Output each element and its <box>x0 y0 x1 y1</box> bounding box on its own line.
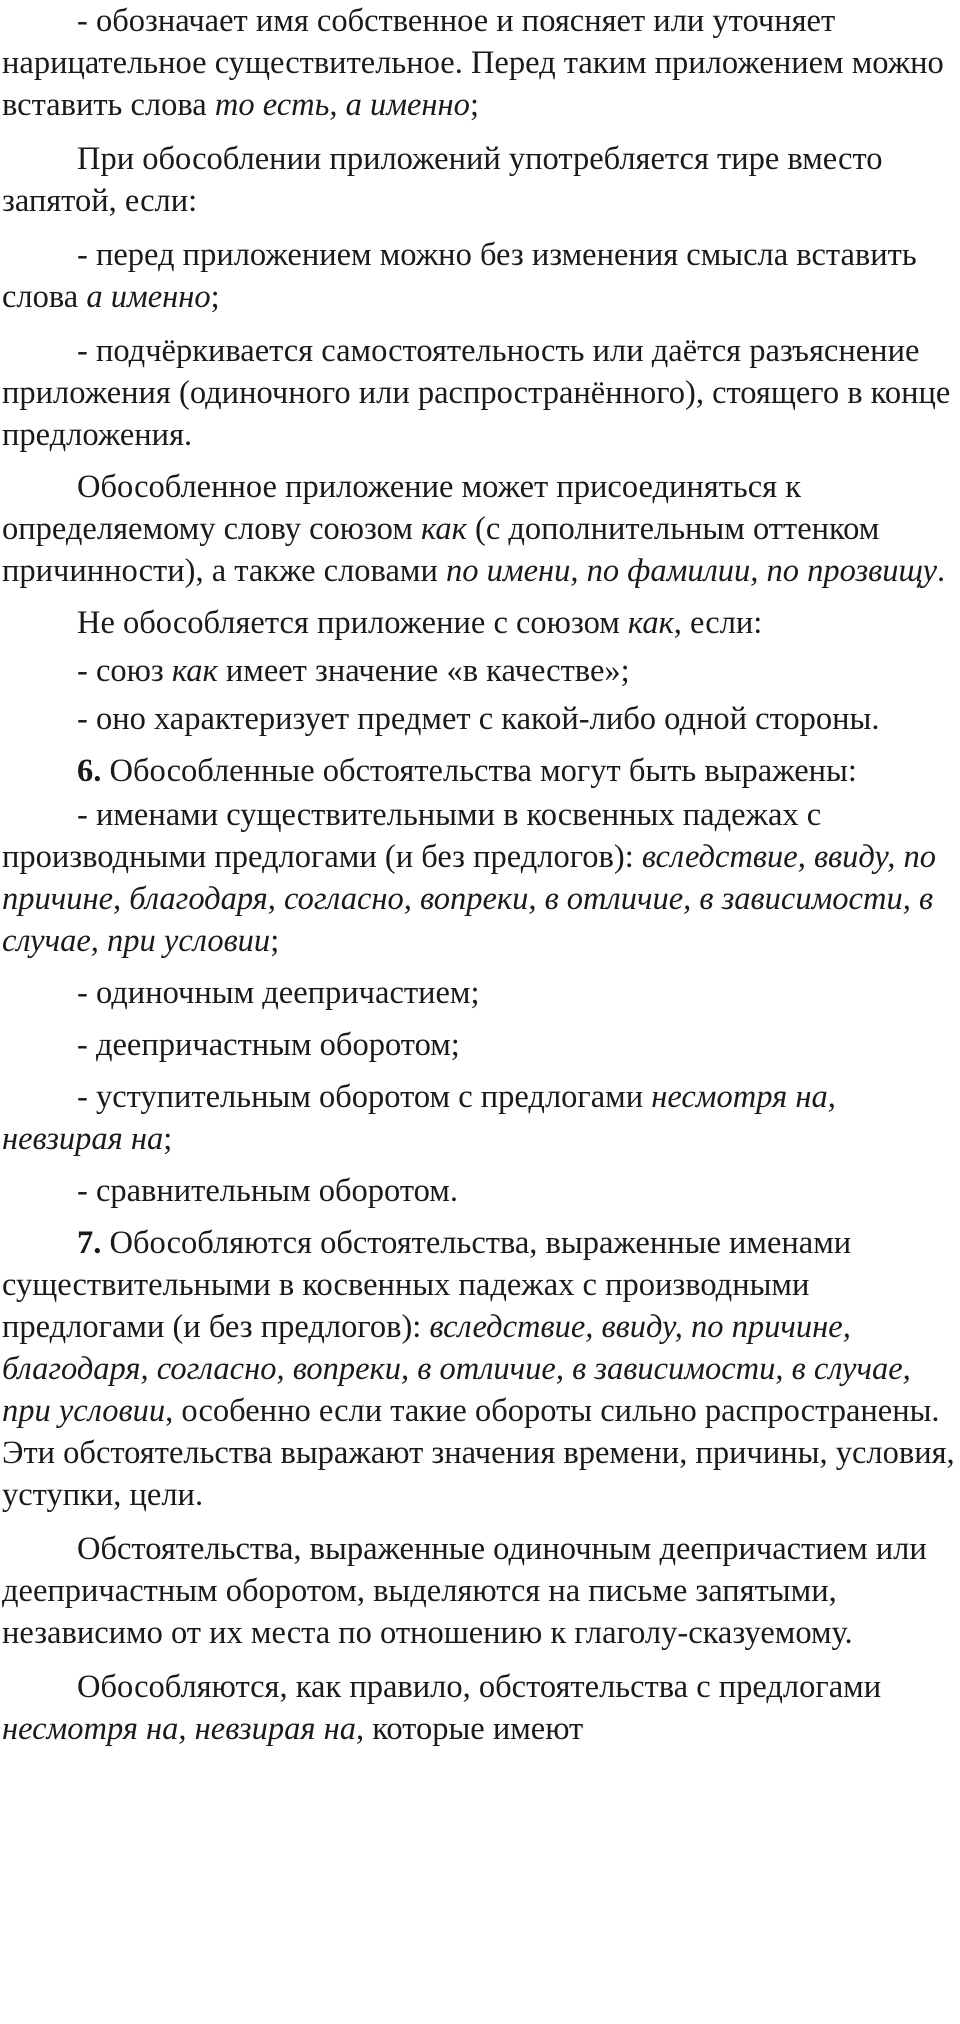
italic-term: как <box>171 653 218 689</box>
text-run: - деепричастным оборотом; <box>77 1027 460 1063</box>
section-number: 7. <box>77 1225 102 1261</box>
text-run: ; <box>163 1121 173 1157</box>
paragraph-p2 <box>2 138 958 222</box>
text-run: Обособляются, как правило, обстоятельства с предлогами <box>77 1669 882 1705</box>
text-run: Обособленное приложение может присоединяться к определяемому слову союзом <box>2 469 802 547</box>
text-run: , особенно если такие обороты сильно распространены. Эти обстоятельства выражают значения времени, причины, условия, уступки, цели. <box>2 1393 955 1513</box>
paragraph-p12 <box>2 1024 958 1066</box>
paragraph-p4 <box>2 330 958 456</box>
paragraph-p13 <box>2 1076 958 1160</box>
paragraph-p7 <box>2 650 958 692</box>
text-run: - союз <box>77 653 172 689</box>
text-run: имеет значение «в качестве»; <box>217 653 630 689</box>
italic-term: несмотря на, невзирая на <box>2 1711 356 1747</box>
section-number: 6. <box>77 753 102 789</box>
text-run: ; <box>270 923 280 959</box>
text-run: . <box>937 553 946 589</box>
text-run: Обособляются обстоятельства, выраженные именами существительными в косвенных падежах с производными предлогами (и без предлогов): <box>2 1225 852 1345</box>
paragraph-p1 <box>2 0 958 126</box>
paragraph-p15 <box>2 1222 958 1516</box>
text-run: Обособленные обстоятельства могут быть выражены: <box>101 753 857 789</box>
text-run: При обособлении приложений употребляется тире вместо запятой, если: <box>2 141 883 219</box>
text-run: Обстоятельства, выраженные одиночным деепричастием или деепричастным оборотом, выделяются на письме запятыми, независимо от их места по отношению к глаголу-сказуемому. <box>2 1531 927 1651</box>
text-run: Не обособляется приложение с союзом <box>77 605 628 641</box>
text-run: ; <box>210 279 220 315</box>
italic-term: то есть, а именно <box>214 87 470 123</box>
paragraph-p10 <box>2 794 958 962</box>
italic-term: а именно <box>86 279 211 315</box>
italic-term: вследствие, ввиду, по причине, благодаря, согласно, вопреки, в отличие, в зависимости, в случае, при условии <box>2 1309 911 1429</box>
text-run: - сравнительным оборотом. <box>77 1173 458 1209</box>
text-run: ; <box>469 87 479 123</box>
text-run: - перед приложением можно без изменения смысла вставить слова <box>2 237 917 315</box>
italic-term: несмотря на, невзирая на <box>2 1079 836 1157</box>
italic-term: как <box>627 605 674 641</box>
paragraph-p3 <box>2 234 958 318</box>
paragraph-p11 <box>2 972 958 1014</box>
paragraph-p6 <box>2 602 958 644</box>
text-run: - обозначает имя собственное и поясняет или уточняет нарицательное существительное. Перед таким приложением можно вставить слова <box>2 3 944 123</box>
text-run: , если: <box>673 605 763 641</box>
text-run: - одиночным деепричастием; <box>77 975 480 1011</box>
paragraph-p5 <box>2 466 958 592</box>
text-run: - оно характеризует предмет с какой-либо одной стороны. <box>77 701 880 737</box>
paragraph-p16 <box>2 1528 958 1654</box>
text-run: , которые имеют <box>355 1711 584 1747</box>
italic-term: как <box>421 511 467 547</box>
italic-term: по имени, по фамилии, по прозвищу <box>445 553 938 589</box>
paragraph-p17 <box>2 1666 958 1750</box>
text-run: - именами существительными в косвенных падежах с производными предлогами (и без предлогов): <box>2 797 822 875</box>
paragraph-p8 <box>2 698 958 740</box>
document-page <box>2 0 958 1750</box>
paragraph-p14 <box>2 1170 958 1212</box>
italic-term: вследствие, ввиду, по причине, благодаря, согласно, вопреки, в отличие, в зависимости, в случае, при условии <box>2 839 936 959</box>
text-run: - подчёркивается самостоятельность или даётся разъяснение приложения (одиночного или распространённого), стоящего в конце предложения. <box>2 333 951 453</box>
paragraph-p9 <box>2 750 958 792</box>
text-run: (с дополнительным оттенком причинности), а также словами <box>2 511 880 589</box>
text-run: - уступительным оборотом с предлогами <box>77 1079 652 1115</box>
